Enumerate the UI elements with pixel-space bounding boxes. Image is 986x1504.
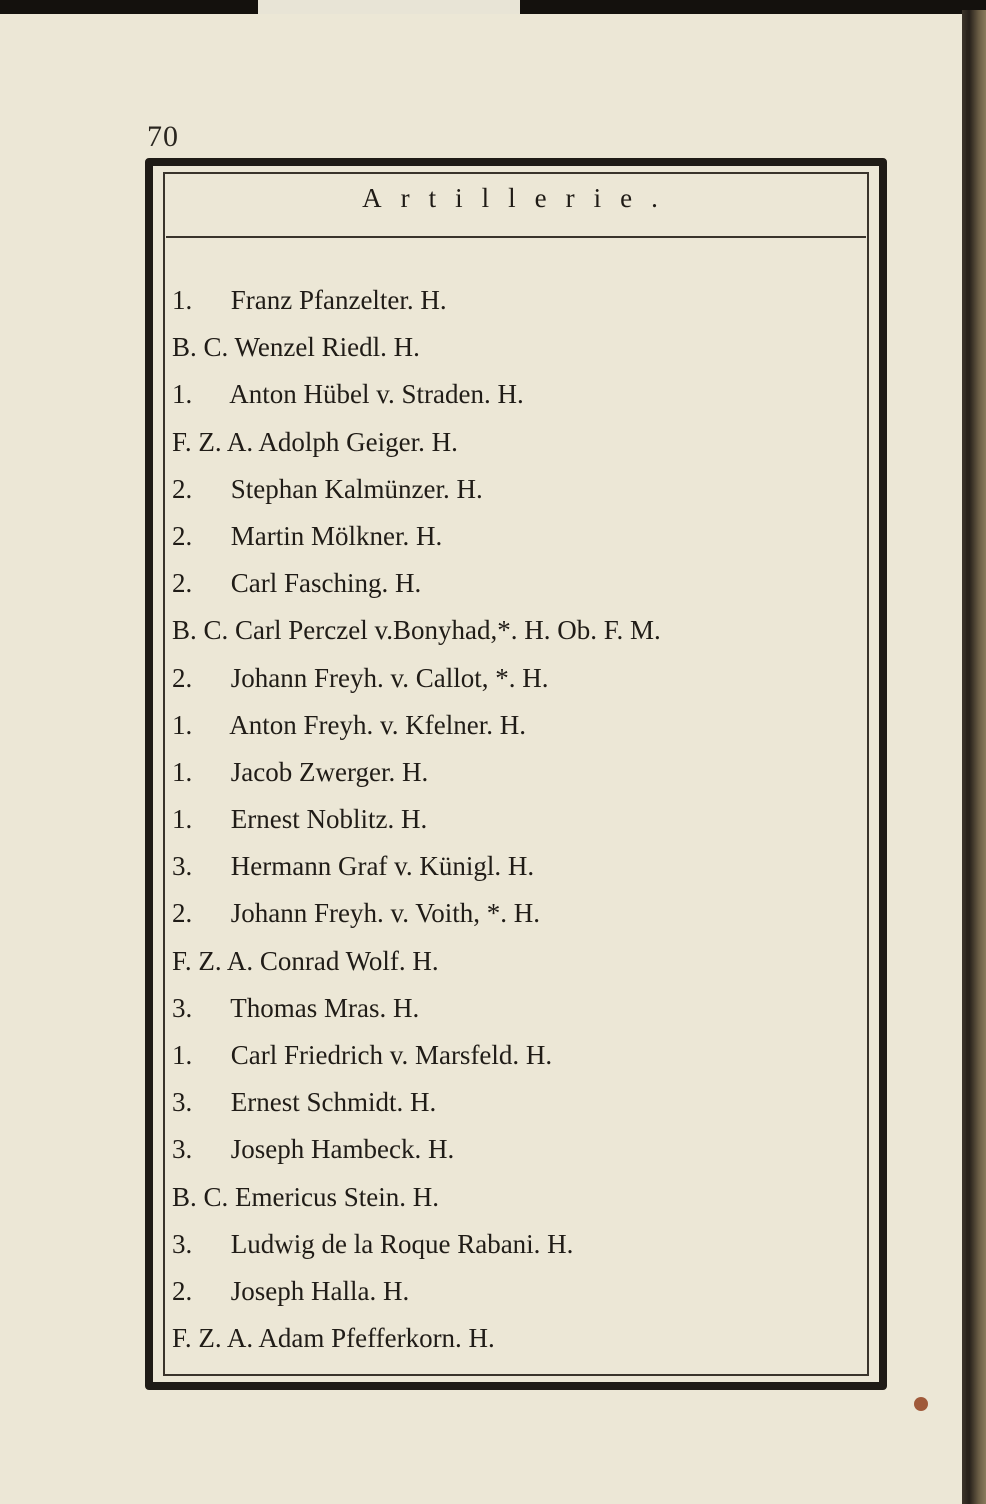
list-item: [172, 941, 862, 988]
list-item: [172, 1224, 862, 1271]
list-item: [172, 374, 862, 421]
list-item: [172, 752, 862, 799]
entry-name: Adam Pfefferkorn. H.: [258, 1323, 495, 1354]
entry-name: Adolph Geiger. H.: [258, 426, 458, 457]
entry-rank: 2.: [172, 520, 193, 551]
entry-name: Anton Hübel v. Straden. H.: [229, 379, 524, 410]
list-item: [172, 422, 862, 469]
entry-rank: 2.: [172, 1275, 193, 1306]
list-item: [172, 516, 862, 563]
entry-name: Jacob Zwerger. H.: [230, 756, 429, 787]
entry-rank: 1.: [172, 285, 193, 315]
entry-name: Hermann Graf v. Künigl. H.: [230, 851, 535, 882]
list-item: [172, 1035, 862, 1082]
entry-rank: 2.: [172, 662, 193, 693]
list-item: [172, 1177, 862, 1224]
spine-line: [966, 30, 969, 1490]
entry-rank: 2.: [172, 473, 193, 504]
entry-name: Stephan Kalmünzer. H.: [230, 473, 483, 504]
entry-name: Ludwig de la Roque Rabani. H.: [230, 1228, 574, 1259]
entry-rank: 3.: [172, 1228, 193, 1259]
entry-name: Wenzel Riedl. H.: [234, 332, 420, 363]
list-item: [172, 563, 862, 610]
list-item: [172, 705, 862, 752]
entry-rank: 3.: [172, 992, 193, 1023]
list-item: [172, 1318, 862, 1365]
entry-rank: 1.: [172, 756, 193, 787]
entry-rank: F. Z. A.: [172, 945, 254, 976]
entry-name: Anton Freyh. v. Kfelner. H.: [229, 709, 526, 740]
entry-name: Johann Freyh. v. Callot, *. H.: [230, 662, 549, 693]
entry-rank: 3.: [172, 851, 193, 882]
entry-name: Joseph Halla. H.: [230, 1275, 410, 1306]
list-item: [172, 846, 862, 893]
entry-name: Carl Perczel v.Bonyhad,*. H. Ob. F. M.: [235, 615, 661, 646]
entry-name: Carl Fasching. H.: [230, 568, 422, 599]
entry-name: Franz Pfanzelter. H.: [230, 285, 447, 315]
entry-name: Martin Mölkner. H.: [230, 520, 443, 551]
entry-rank: 2.: [172, 898, 193, 929]
entry-rank: 3.: [172, 1134, 193, 1165]
entry-rank: 1.: [172, 1040, 193, 1070]
list-item: [172, 799, 862, 846]
adjacent-page-edge: [258, 0, 520, 14]
list-item: [172, 469, 862, 516]
entry-rank: F. Z. A.: [172, 1323, 254, 1354]
list-item: [172, 1129, 862, 1176]
list-item: [172, 610, 862, 657]
entry-rank: 1.: [172, 709, 193, 740]
list-item: [172, 988, 862, 1035]
entry-rank: 3.: [172, 1087, 193, 1118]
list-item: [172, 280, 862, 327]
entry-rank: 1.: [172, 379, 193, 410]
entry-rank: B. C.: [172, 1181, 229, 1212]
entry-name: Thomas Mras. H.: [230, 992, 420, 1023]
entry-name: Emericus Stein. H.: [235, 1181, 439, 1212]
ink-stain: [914, 1397, 928, 1411]
section-title: Artillerie.: [362, 183, 677, 213]
entry-rank: 1.: [172, 804, 193, 835]
entry-name: Ernest Noblitz. H.: [230, 804, 428, 835]
entry-name: Johann Freyh. v. Voith, *. H.: [230, 898, 541, 929]
list-item: [172, 1082, 862, 1129]
entry-name: Conrad Wolf. H.: [259, 945, 439, 976]
entry-rank: 2.: [172, 568, 193, 599]
entry-rank: F. Z. A.: [172, 426, 254, 457]
page-number: 70: [147, 120, 179, 153]
list-item: [172, 658, 862, 705]
entry-rank: B. C.: [172, 615, 229, 646]
list-item: [172, 327, 862, 374]
header-rule: [166, 236, 866, 238]
roster-list: [172, 280, 862, 1365]
entry-name: Ernest Schmidt. H.: [230, 1087, 437, 1118]
entry-name: Carl Friedrich v. Marsfeld. H.: [230, 1040, 553, 1070]
entry-rank: B. C.: [172, 332, 229, 363]
list-item: [172, 893, 862, 940]
entry-name: Joseph Hambeck. H.: [230, 1134, 455, 1165]
list-item: [172, 1271, 862, 1318]
